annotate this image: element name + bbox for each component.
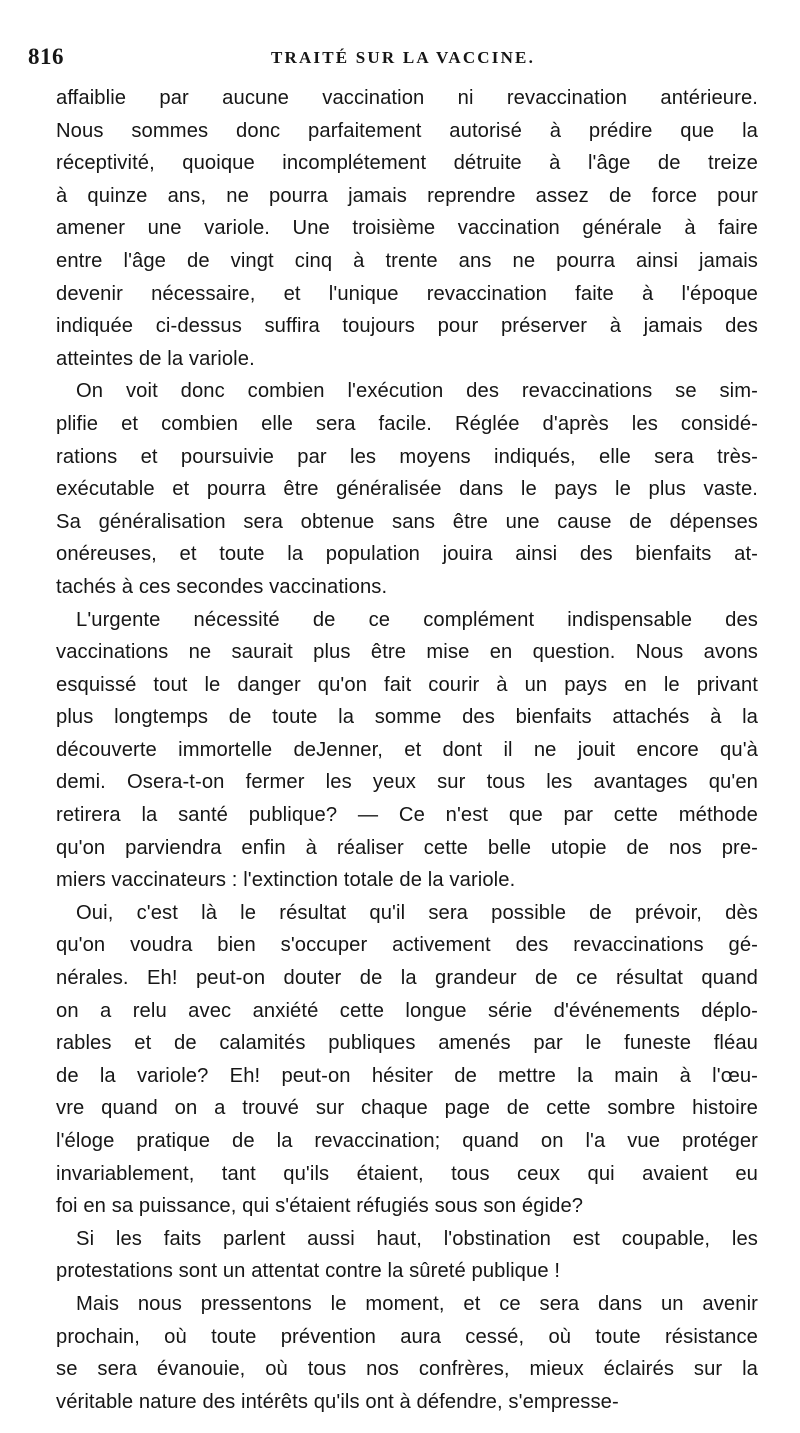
text-line: atteintes de la variole. (56, 347, 255, 370)
text-line: se sera évanouie, où tous nos confrères, mieux éclairés sur la (56, 1358, 758, 1381)
text-line: vaccinations ne saurait plus être mise en question. Nous avons (56, 641, 758, 664)
page-header (28, 44, 778, 74)
text-line: onéreuses, et toute la population jouira ainsi des bienfaits at- (56, 543, 758, 566)
text-line: devenir nécessaire, et l'unique revaccination faite à l'époque (56, 282, 758, 305)
text-line: exécutable et pourra être généralisée dans le pays le plus vaste. (56, 478, 758, 501)
text-line: Mais nous pressentons le moment, et ce sera dans un avenir (76, 1292, 758, 1315)
text-line: esquissé tout le danger qu'on fait courir à un pays en le privant (56, 673, 758, 696)
text-line: réceptivité, quoique incomplétement détruite à l'âge de treize (56, 152, 758, 175)
text-line: Sa généralisation sera obtenue sans être une cause de dépenses (56, 510, 758, 533)
text-line: prochain, où toute prévention aura cessé, où toute résistance (56, 1325, 758, 1348)
text-line: amener une variole. Une troisième vaccination générale à faire (56, 217, 758, 240)
running-title: TRAITÉ SUR LA VACCINE. (270, 48, 536, 67)
text-line: miers vaccinateurs : l'extinction totale de la variole. (56, 869, 516, 892)
text-line: rables et de calamités publiques amenés par le funeste fléau (56, 1032, 758, 1055)
text-line: plus longtemps de toute la somme des bienfaits attachés à la (56, 706, 758, 729)
text-line: plifie et combien elle sera facile. Réglée d'après les considé- (56, 412, 758, 435)
text-line: demi. Osera-t-on fermer les yeux sur tous les avantages qu'en (56, 771, 758, 794)
text-line: invariablement, tant qu'ils étaient, tous ceux qui avaient eu (56, 1162, 758, 1185)
text-line: qu'on parviendra enfin à réaliser cette belle utopie de nos pre- (56, 836, 758, 859)
body-text (56, 82, 758, 1418)
text-line: retirera la santé publique? — Ce n'est que par cette méthode (56, 804, 758, 827)
text-line: de la variole? Eh! peut-on hésiter de mettre la main à l'œu- (56, 1064, 758, 1087)
text-line: On voit donc combien l'exécution des revaccinations se sim- (76, 380, 758, 403)
text-line: véritable nature des intérêts qu'ils ont à défendre, s'empresse- (56, 1390, 619, 1413)
text-line: qu'on voudra bien s'occuper activement des revaccinations gé- (56, 934, 758, 957)
text-line: vre quand on a trouvé sur chaque page de cette sombre histoire (56, 1097, 758, 1120)
text-line: protestations sont un attentat contre la sûreté publique ! (56, 1260, 561, 1283)
text-line: affaiblie par aucune vaccination ni revaccination antérieure. (56, 87, 758, 109)
text-line: à quinze ans, ne pourra jamais reprendre assez de force pour (56, 184, 758, 207)
text-line: tachés à ces secondes vaccinations. (56, 575, 388, 598)
text-line: foi en sa puissance, qui s'étaient réfugiés sous son égide? (56, 1195, 584, 1218)
text-line: nérales. Eh! peut-on douter de la grandeur de ce résultat quand (56, 967, 758, 990)
text-line: l'éloge pratique de la revaccination; quand on l'a vue protéger (56, 1130, 758, 1152)
text-line: Oui, c'est là le résultat qu'il sera possible de prévoir, dès (76, 901, 758, 924)
page-number: 816 (28, 44, 64, 69)
text-line: rations et poursuivie par les moyens indiqués, elle sera très- (56, 445, 758, 468)
text-line: indiquée ci-dessus suffira toujours pour préserver à jamais des (56, 315, 758, 338)
text-line: L'urgente nécessité de ce complément indispensable des (76, 608, 758, 631)
text-line: Nous sommes donc parfaitement autorisé à prédire que la (56, 119, 758, 142)
text-line: découverte immortelle deJenner, et dont il ne jouit encore qu'à (56, 738, 758, 761)
text-line: on a relu avec anxiété cette longue série d'événements déplo- (56, 999, 758, 1022)
text-line: Si les faits parlent aussi haut, l'obstination est coupable, les (76, 1227, 758, 1250)
text-line: entre l'âge de vingt cinq à trente ans ne pourra ainsi jamais (56, 249, 758, 272)
